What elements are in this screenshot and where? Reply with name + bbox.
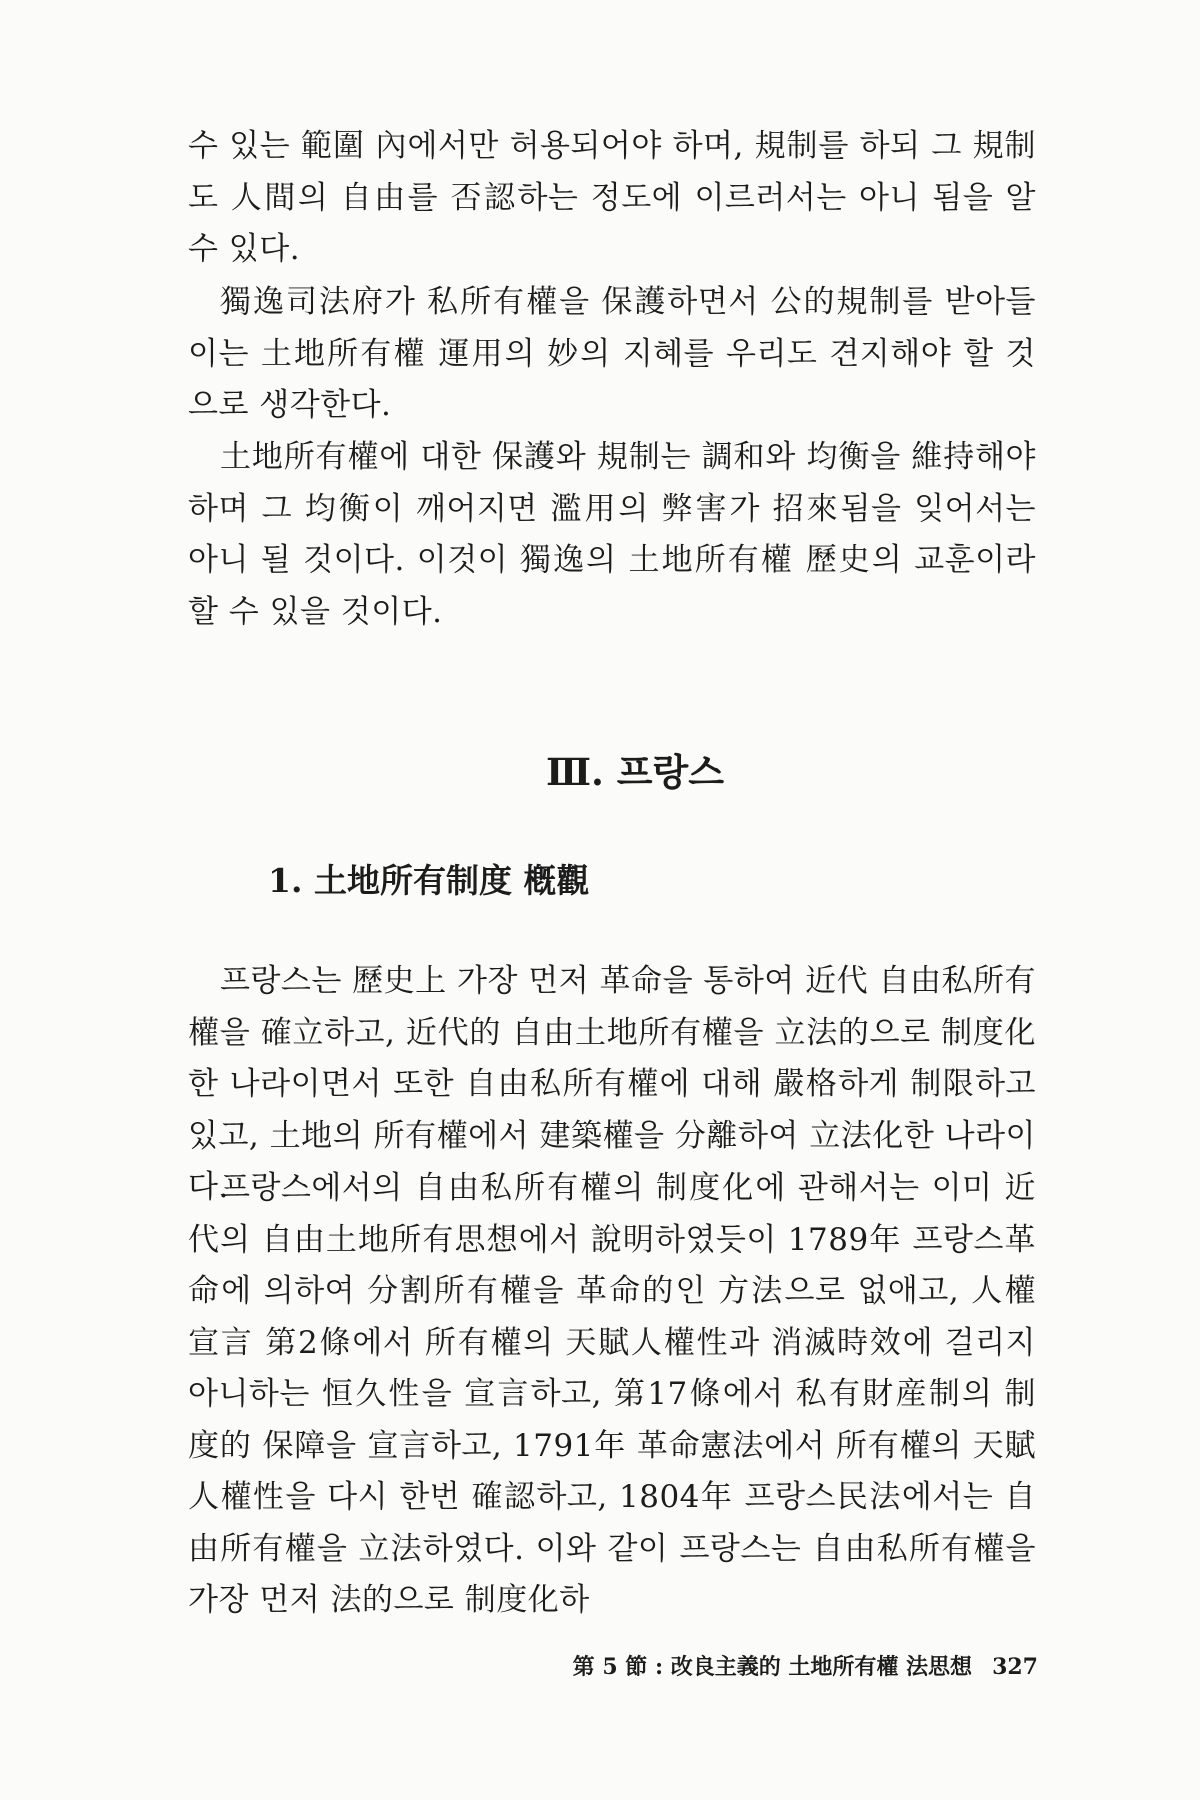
paragraph-4: 프랑스는 歷史上 가장 먼저 革命을 통하여 近代 自由私所有權을 確立하고, 近代的 自由土地所有權을 立法的으로 制度化한 나라이면서 또한 自由私所有權에 대해 嚴格하게 制限하고 있고, 土地의 所有權에서 建築權을 分離하여 立法化한 나라이다. — [188, 963, 1036, 1205]
paragraph-2: 獨逸司法府가 私所有權을 保護하면서 公的規制를 받아들이는 土地所有權 運用의 妙의 지혜를 우리도 견지해야 할 것으로 생각한다. — [188, 284, 1036, 423]
page-number: 327 — [992, 1654, 1038, 1680]
running-title: 第 5 節 : 改良主義的 土地所有權 法思想 — [572, 1654, 973, 1680]
page-footer — [573, 1650, 1038, 1681]
section-heading: 1. 土地所有制度 槪觀 — [268, 861, 590, 900]
paragraph-5: 프랑스에서의 自由私所有權의 制度化에 관해서는 이미 近代의 自由土地所有思想에서 說明하였듯이 1789年 프랑스革命에 의하여 分割所有權을 革命的인 方法으로 없애고, 人權宣言 第2條에서 所有權의 天賦人權性과 消滅時效에 걸리지 아니하는 恒久性을 宣言하고, 第17條에서 私有財産制의 制度的 保障을 宣言하고, 1791年 革命憲法에서 所有權의 天賦人權性을 다시 한번 確認하고, 1804年 프랑스民法에서는 自由所有權을 立法하였다. 이와 같이 프랑스는 自由私所有權을 가장 먼저 法的으로 制度化하 — [188, 1170, 1036, 1618]
chapter-heading: Ⅲ. 프랑스 — [545, 750, 725, 794]
paragraph-1: 수 있는 範圍 內에서만 허용되어야 하며, 規制를 하되 그 規制도 人間의 自由를 否認하는 정도에 이르러서는 아니 됨을 알 수 있다. — [188, 128, 1036, 267]
paragraph-3: 土地所有權에 대한 保護와 規制는 調和와 均衡을 維持해야 하며 그 均衡이 깨어지면 濫用의 弊害가 招來됨을 잊어서는 아니 될 것이다. 이것이 獨逸의 土地所有權 歷史의 교훈이라 할 수 있을 것이다. — [188, 439, 1036, 630]
